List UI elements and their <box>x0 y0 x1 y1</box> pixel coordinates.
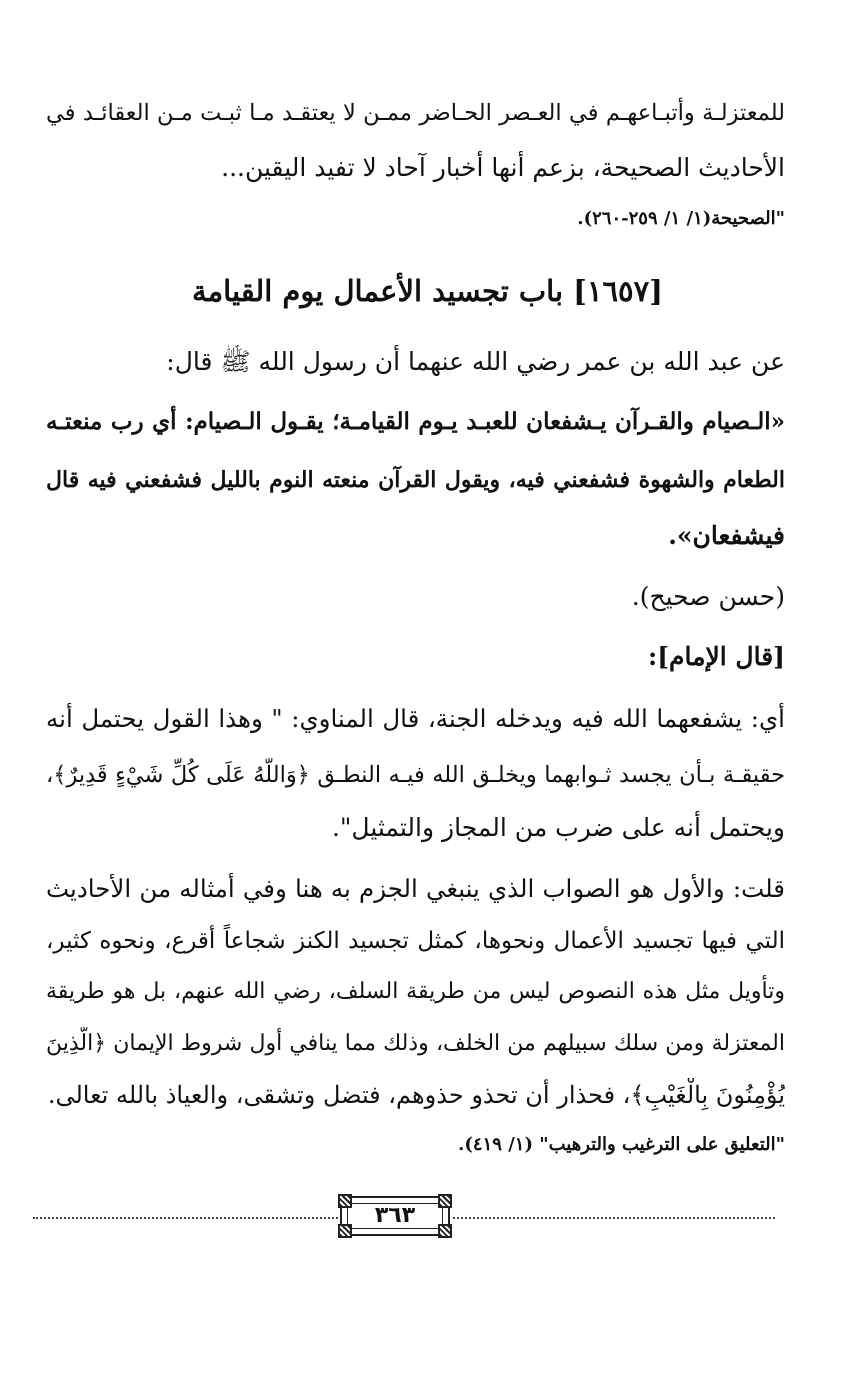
hadith-line-2: الطعام والشهوة فشفعني فيه، ويقول القرآن منعته النوم بالليل فشفعني فيه قال <box>46 467 785 493</box>
commentary-source-citation: "التعليق على الترغيب والترهيب" (١/ ٤١٩). <box>458 1134 785 1155</box>
remark-line-1: قلت: والأول هو الصواب الذي ينبغي الجزم به هنا وفي أمثاله من الأحاديث <box>46 874 785 903</box>
hadith-grade: (حسن صحيح). <box>631 582 785 611</box>
hadith-line-1: «الـصيام والقـرآن يـشفعان للعبـد يـوم القيامـة؛ يقـول الـصيام: أي رب منعتـه <box>46 408 785 435</box>
imam-label: [قال الإمام]: <box>647 642 785 671</box>
commentary-line-1: أي: يشفعهما الله فيه ويدخله الجنة، قال المناوي: " وهذا القول يحتمل أنه <box>46 704 785 733</box>
page-number: ٣٦٣ <box>374 1203 416 1228</box>
commentary-line-2: حقيقـة بـأن يجسد ثـوابهما ويخلـق الله فيـه النطـق ﴿وَاللَّهُ عَلَى كُلِّ شَيْءٍ قَدِيرٌ﴾، <box>46 762 785 788</box>
page-number-frame <box>340 1196 450 1236</box>
intro-source-citation: "الصحيحة(١/ ١/ ٢٥٩-٢٦٠). <box>577 208 785 229</box>
intro-line-1: للمعتزلـة وأتبـاعهـم في العـصر الحـاضر ممـن لا يعتقـد مـا ثبـت مـن العقائـد في <box>46 100 785 126</box>
remark-line-4: المعتزلة ومن سلك سبيلهم من الخلف، وذلك مما ينافي أول شروط الإيمان ﴿الَّذِينَ <box>46 1031 785 1056</box>
chapter-heading: [١٦٥٧] باب تجسيد الأعمال يوم القيامة <box>192 274 663 308</box>
remark-line-3: وتأويل مثل هذه النصوص ليس من طريقة السلف، رضي الله عنهم، بل هو طريقة <box>46 979 785 1004</box>
remark-line-5: يُؤْمِنُونَ بِالْغَيْبِ﴾، فحذار أن تحذو حذوهم، فتضل وتشقى، والعياذ بالله تعالى. <box>47 1081 785 1109</box>
remark-line-2: التي فيها تجسيد الأعمال ونحوها، كمثل تجسيد الكنز شجاعاً أقرع، ونحوه كثير، <box>46 928 785 954</box>
commentary-line-3: ويحتمل أنه على ضرب من المجاز والتمثيل". <box>331 813 785 842</box>
footer-divider-right <box>453 1217 775 1219</box>
intro-line-2: الأحاديث الصحيحة، بزعم أنها أخبار آحاد لا تفيد اليقين... <box>221 153 785 182</box>
footer-divider-left <box>33 1217 338 1219</box>
hadith-line-3: فيشفعان». <box>668 521 785 550</box>
narrator-line: عن عبد الله بن عمر رضي الله عنهما أن رسول الله ﷺ قال: <box>166 347 785 376</box>
